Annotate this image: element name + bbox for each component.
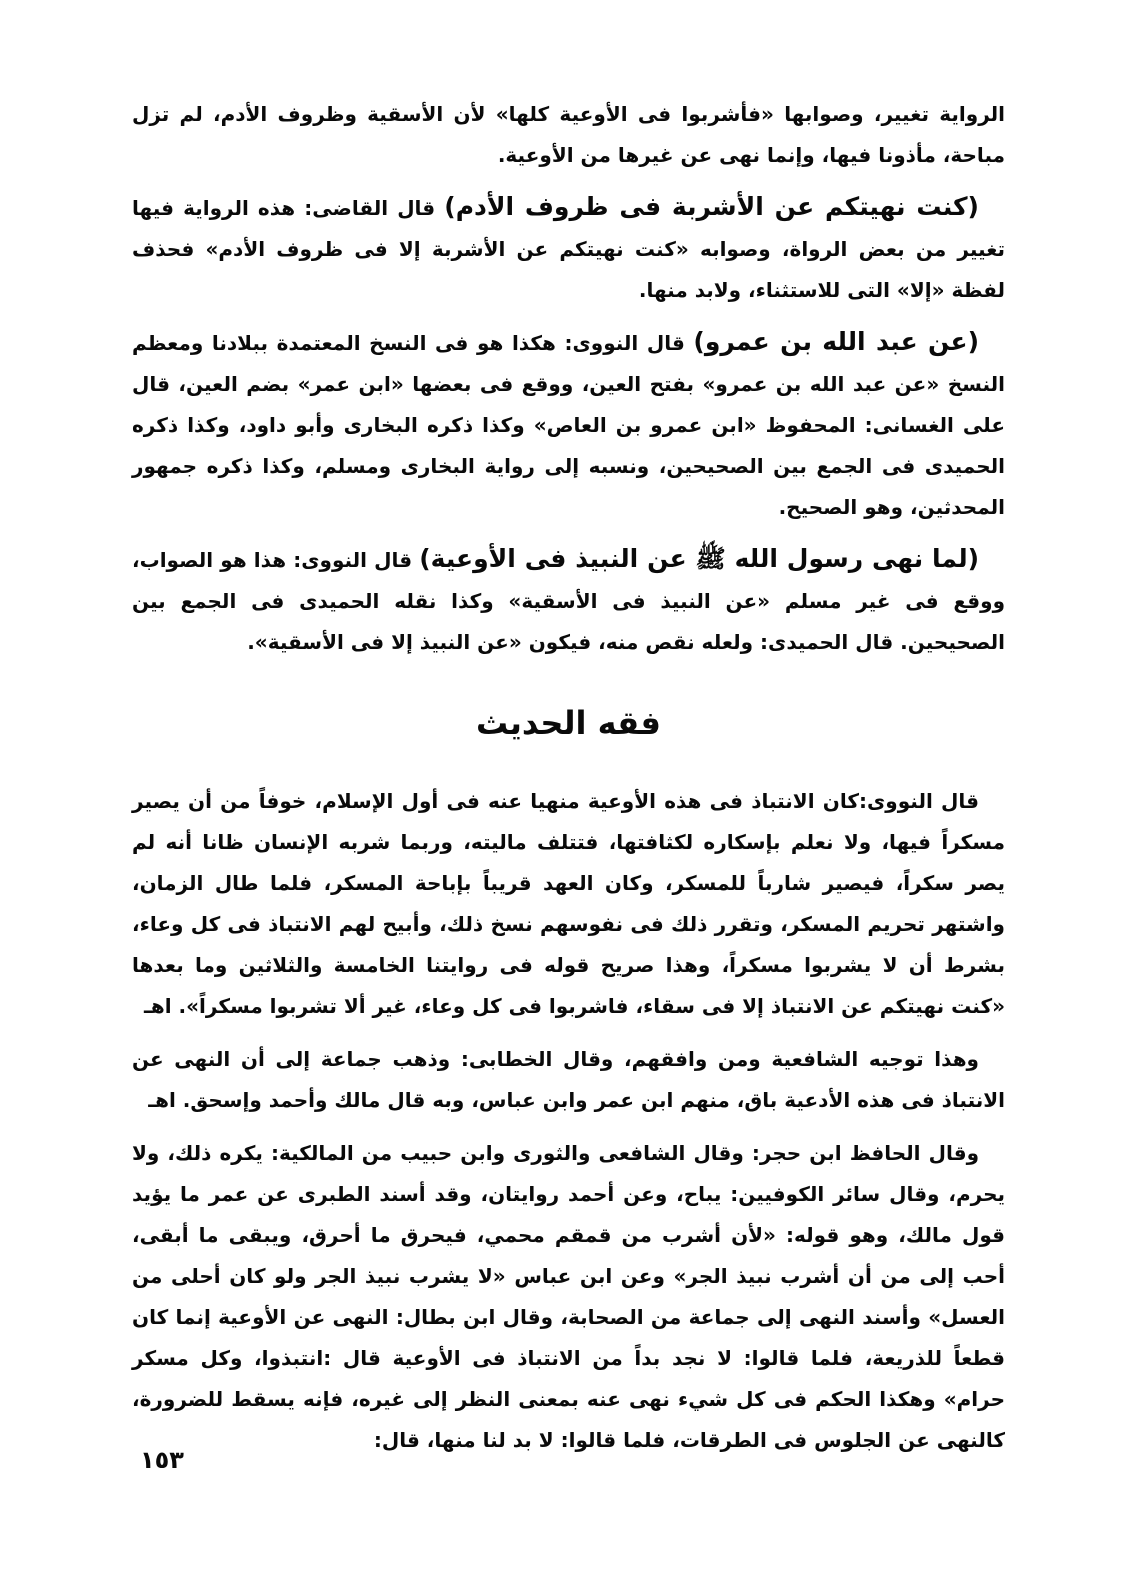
lemma-heading: (لما نهى رسول الله ﷺ عن النبيذ فى الأوعية) (419, 544, 980, 573)
paragraph-body-2: وهذا توجيه الشافعية ومن وافقهم، وقال الخطابى: وذهب جماعة إلى أن النهى عن الانتباذ فى هذه الأدعية باق، منهم ابن عمر وابن عباس، وبه قال مالك وأحمد وإسحق. اهـ (132, 1047, 1005, 1112)
paragraph-text: قال النووى: هذا هو الصواب، ووقع فى غير مسلم «عن النبيذ فى الأسقية» وكذا نقله الحميدى فى الجمع بين الصحيحين. قال الحميدى: ولعله نقص منه، فيكون «عن النبيذ إلا فى الأسقية». (132, 548, 1005, 654)
lemma-heading: (عن عبد الله بن عمرو) (693, 327, 979, 356)
paragraph-text: الرواية تغيير، وصوابها «فأشربوا فى الأوعية كلها» لأن الأسقية وظروف الأدم، لم تزل مباحة، مأذونا فيها، وإنما نهى عن غيرها من الأوعية. (132, 102, 1005, 167)
paragraph-body-3: وقال الحافظ ابن حجر: وقال الشافعى والثورى وابن حبيب من المالكية: يكره ذلك، ولا يحرم، وقال سائر الكوفيين: يباح، وعن أحمد روايتان، وقد أسند الطبرى عن عمر ما يؤيد قول مالك، وهو قوله: «لأن أشرب من قمقم محمي، فيحرق ما أحرق، ويبقى ما أبقى، أحب إلى من أن أشرب نبيذ الجر» وعن ابن عباس «لا يشرب نبيذ الجر ولو كان أحلى من العسل» وأسند النهى إلى جماعة من الصحابة، وقال ابن بطال: النهى عن الأوعية إنما كان قطعاً للذريعة، فلما قالوا: لا نجد بداً من الانتباذ فى الأوعية قال :انتبذوا، وكل مسكر حرام» وهكذا الحكم فى كل شيء نهى عنه بمعنى النظر إلى غيره، فإنه يسقط للضرورة، كالنهى عن الجلوس فى الطرقات، فلما قالوا: لا بد لنا منها، قال: (132, 1141, 1005, 1452)
section-title: فقه الحديث (476, 704, 661, 742)
paragraph-commentary-1 (132, 186, 1005, 311)
lemma-heading: (كنت نهيتكم عن الأشربة فى ظروف الأدم) (444, 192, 979, 221)
paragraph-text: قال النووى: هكذا هو فى النسخ المعتمدة ببلادنا ومعظم النسخ «عن عبد الله بن عمرو» بفتح العين، ووقع فى بعضها «ابن عمر» بضم العين، قال على الغسانى: المحفوظ «ابن عمرو بن العاص» وكذا ذكره البخارى وأبو داود، وكذا ذكره الحميدى فى الجمع بين الصحيحين، ونسبه إلى رواية البخارى ومسلم، وكذا ذكره جمهور المحدثين، وهو الصحيح. (132, 331, 1005, 519)
paragraph-body-1: قال النووى:كان الانتباذ فى هذه الأوعية منهيا عنه فى أول الإسلام، خوفاً من أن يصير مسكراً فيها، ولا نعلم بإسكاره لكثافتها، فتتلف ماليته، وربما شربه الإنسان ظانا أنه لم يصر سكراً، فيصير شارباً للمسكر، وكان العهد قريباً بإباحة المسكر، فلما طال الزمان، واشتهر تحريم المسكر، وتقرر ذلك فى نفوسهم نسخ ذلك، وأبيح لهم الانتباذ فى كل وعاء، بشرط أن لا يشربوا مسكراً، وهذا صريح قوله فى روايتنا الخامسة والثلاثين وما بعدها «كنت نهيتكم عن الانتباذ إلا فى سقاء، فاشربوا فى كل وعاء، غير ألا تشربوا مسكراً». اهـ (132, 789, 1005, 1018)
paragraph-continuation (132, 92, 1005, 176)
paragraph-commentary-2 (132, 321, 1005, 528)
paragraph-text: قال القاضى: هذه الرواية فيها تغيير من بعض الرواة، وصوابه «كنت نهيتكم عن الأشربة إلا فى ظروف الأدم» فحذف لفظة «إلا» التى للاستثناء، ولابد منها. (132, 196, 1005, 302)
paragraph-commentary-3 (132, 538, 1005, 663)
page-number: ١٥٣ (140, 1446, 184, 1474)
document-page (132, 92, 1005, 1473)
